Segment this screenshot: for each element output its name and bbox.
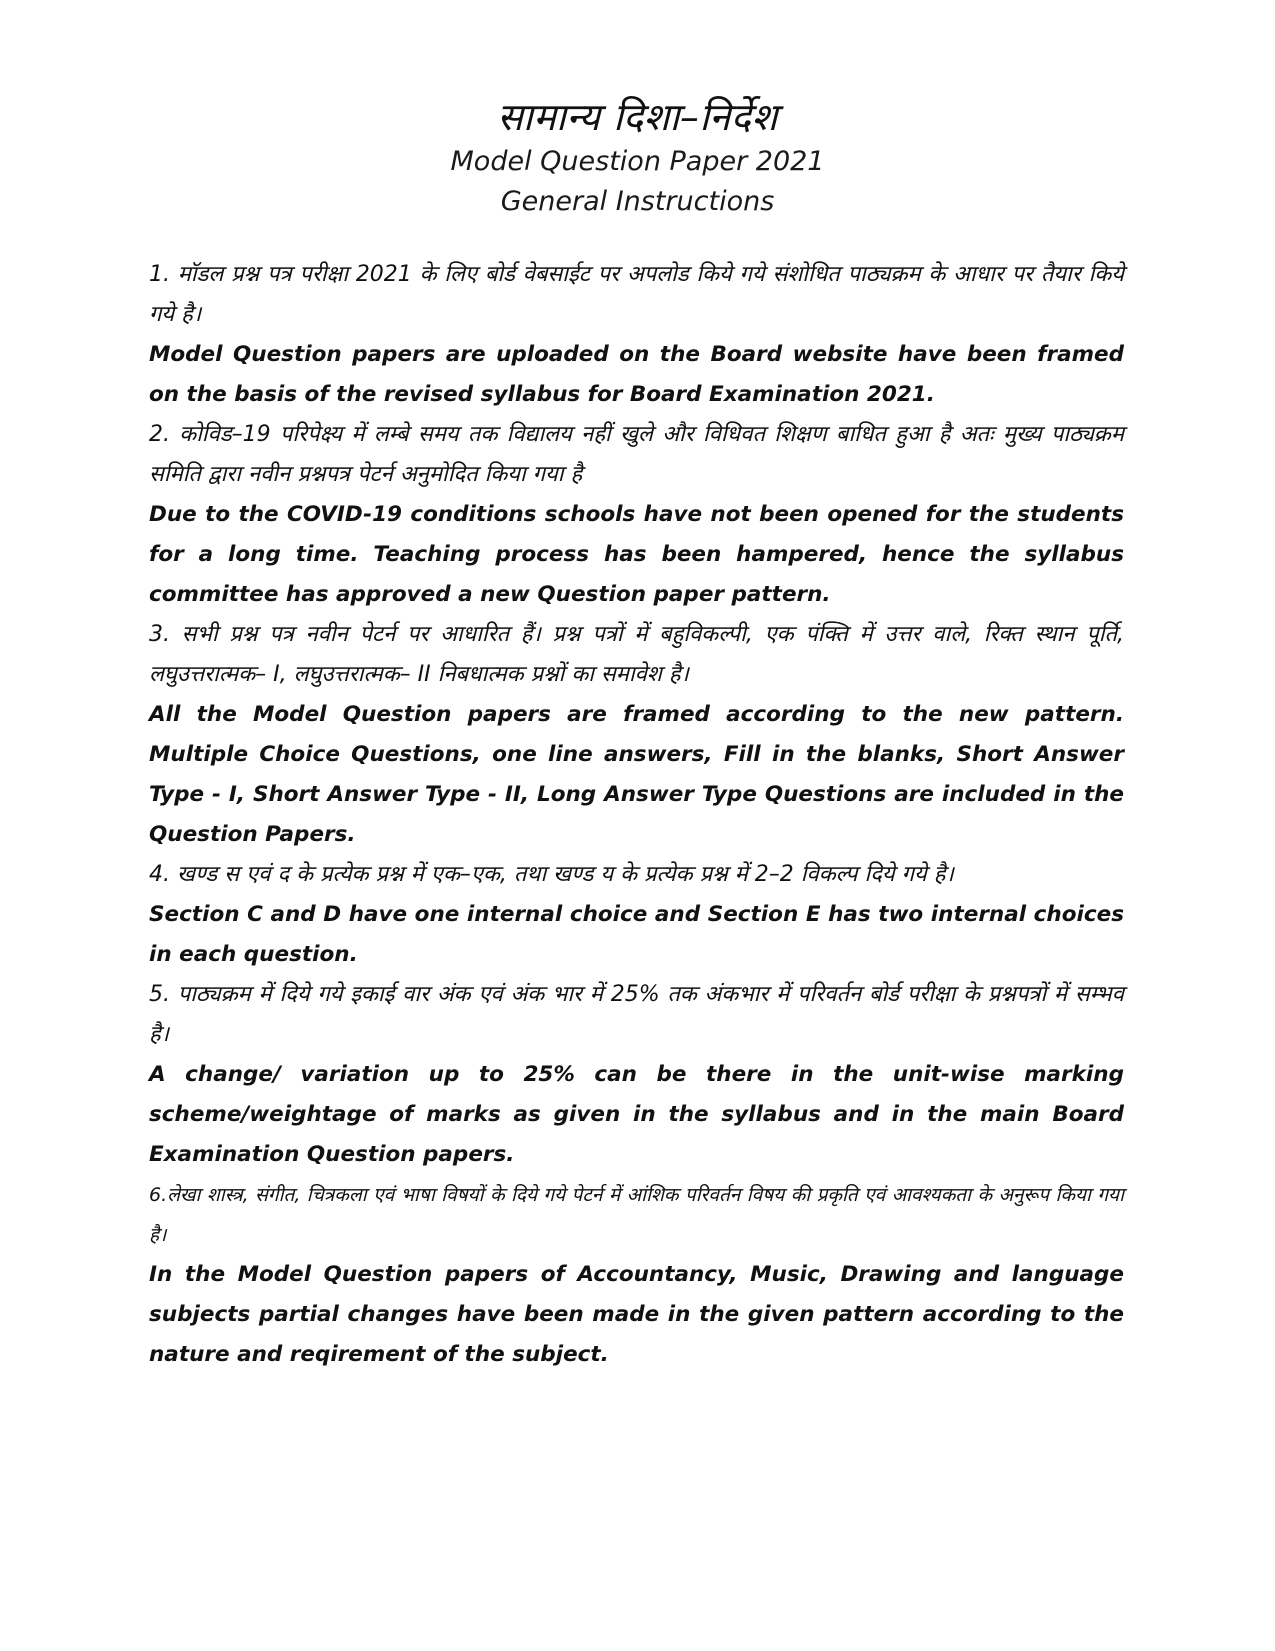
instruction-6-english: In the Model Question papers of Accountancy, Music, Drawing and language subjects partial changes have been made in the given pattern according to the nature and reqirement of the subject. (149, 1262, 1124, 1367)
instruction-1-hindi: 1. मॉडल प्रश्न पत्र परीक्षा 2021 के लिए बोर्ड वेबसाईट पर अपलोड किये गये संशोधित पाठ्यक्रम के आधार पर तैयार किये गये है। (149, 262, 1124, 327)
page-subtitle-model-paper: Model Question Paper 2021 (450, 146, 825, 177)
instruction-2-hindi: 2. कोविड–19 परिपेक्ष्य में लम्बे समय तक विद्यालय नहीं खुले और विधिवत शिक्षण बाधित हुआ है अतः मुख्य पाठ्यक्रम समिति द्वारा नवीन प्रश्नपत्र पेटर्न अनुमोदित किया गया है (149, 422, 1124, 487)
instruction-3-hindi: 3. सभी प्रश्न पत्र नवीन पेटर्न पर आधारित हैं। प्रश्न पत्रों में बहुविकल्पी, एक पंक्ति में उत्तर वाले, रिक्त स्थान पूर्ति, लघुउत्तरात्मक– I, लघुउत्तरात्मक– II निबधात्मक प्रश्नों का समावेश है। (149, 622, 1124, 687)
instruction-4-english: Section C and D have one internal choice and Section E has two internal choices in each question. (149, 902, 1124, 967)
page-subtitle-general-instructions: General Instructions (500, 186, 775, 217)
instruction-1-english: Model Question papers are uploaded on the Board website have been framed on the basis of the revised syllabus for Board Examination 2021. (149, 342, 1124, 407)
document-header (0, 92, 1275, 222)
instructions-list (149, 255, 1124, 1375)
instruction-3-english: All the Model Question papers are framed according to the new pattern. Multiple Choice Questions, one line answers, Fill in the blanks, Short Answer Type - I, Short Answer Type - II, Long Answer Type Questions are included in the Question Papers. (149, 702, 1124, 847)
instruction-2-english: Due to the COVID-19 conditions schools have not been opened for the students for a long time. Teaching process has been hampered, hence the syllabus committee has approved a new Question paper pattern. (149, 502, 1124, 607)
page-title-hindi: सामान्य दिशा–निर्देश (497, 95, 778, 139)
instruction-6-hindi: 6.लेखा शास्त्र, संगीत, चित्रकला एवं भाषा विषयों के दिये गये पेटर्न में आंशिक परिवर्तन विषय की प्रकृति एवं आवश्यकता के अनुरूप किया गया है। (149, 1184, 1124, 1246)
instruction-5-english: A change/ variation up to 25% can be there in the unit-wise marking scheme/weightage of marks as given in the syllabus and in the main Board Examination Question papers. (149, 1062, 1124, 1167)
instruction-5-hindi: 5. पाठ्यक्रम में दिये गये इकाई वार अंक एवं अंक भार में 25% तक अंकभार में परिवर्तन बोर्ड परीक्षा के प्रश्नपत्रों में सम्भव है। (149, 982, 1124, 1047)
instruction-4-hindi: 4. खण्ड स एवं द के प्रत्येक प्रश्न में एक–एक, तथा खण्ड य के प्रत्येक प्रश्न में 2–2 विकल्प दिये गये है। (149, 862, 954, 887)
